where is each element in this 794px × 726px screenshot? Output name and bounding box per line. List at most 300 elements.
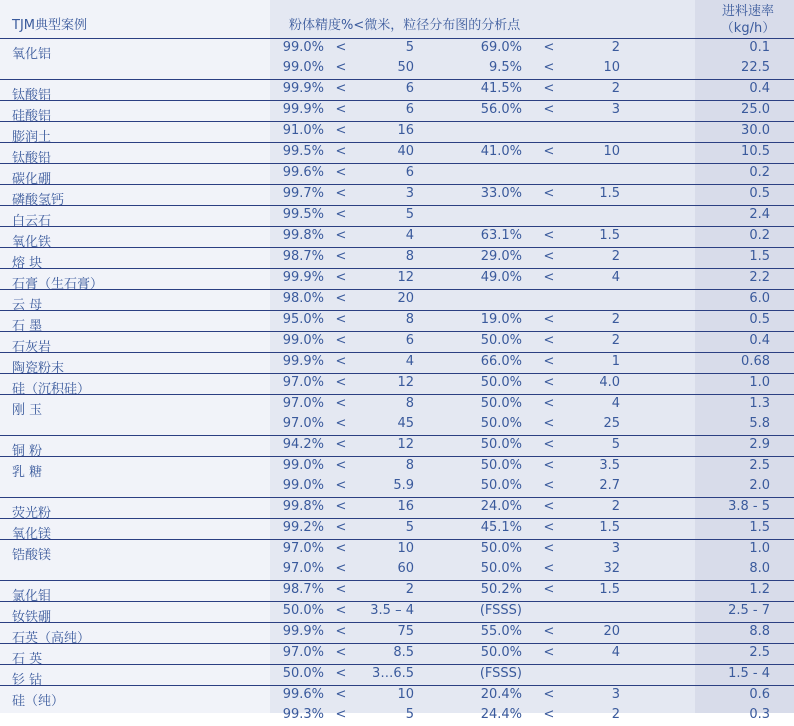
table-row-line — [0, 519, 794, 542]
table-row-line — [0, 581, 794, 604]
cell-rate: 2.5 - 7 — [728, 603, 770, 618]
cell-val2: 1.5 — [599, 228, 620, 243]
cell-op1: < — [335, 396, 347, 411]
material-name: 钕铁硼 — [12, 610, 52, 625]
cell-op2: < — [543, 645, 555, 660]
material-name: 硅（纯） — [12, 694, 65, 709]
cell-pct1: 99.5% — [282, 207, 324, 222]
cell-rate: 8.0 — [749, 561, 770, 576]
cell-op1: < — [335, 270, 347, 285]
cell-rate: 0.3 — [749, 707, 770, 722]
cell-pct2: 63.1% — [480, 228, 522, 243]
cell-pct1: 99.8% — [282, 499, 324, 514]
table-row-line — [0, 248, 794, 271]
cell-op1: < — [335, 541, 347, 556]
table-row-line — [0, 457, 794, 480]
cell-pct1: 99.6% — [282, 165, 324, 180]
cell-pct2: 50.2% — [480, 582, 522, 597]
table-row-line — [0, 164, 794, 187]
cell-pct2: 56.0% — [480, 102, 522, 117]
material-name: 石膏（生石膏） — [12, 277, 104, 292]
table-row-line — [0, 101, 794, 124]
table-row — [0, 373, 794, 397]
cell-op1: < — [335, 499, 347, 514]
material-name: 白云石 — [12, 214, 52, 229]
table-row-line — [0, 395, 794, 418]
cell-pct2: 41.5% — [480, 81, 522, 96]
cell-op1: < — [335, 123, 347, 138]
cell-val2: 4 — [611, 645, 620, 660]
cell-val2: 5 — [611, 437, 620, 452]
cell-val2: 4 — [611, 270, 620, 285]
cell-pct2: 29.0% — [480, 249, 522, 264]
cell-val2: 10 — [603, 144, 620, 159]
table-row — [0, 205, 794, 229]
table-row-line — [0, 415, 794, 435]
table-row — [0, 435, 794, 459]
cell-val1: 12 — [397, 375, 414, 390]
cell-op1: < — [335, 707, 347, 722]
cell-val2: 2.7 — [599, 478, 620, 493]
cell-pct1: 98.0% — [282, 291, 324, 306]
cell-rate: 3.8 - 5 — [728, 499, 770, 514]
cell-op2: < — [543, 354, 555, 369]
cell-pct2: 66.0% — [480, 354, 522, 369]
cell-op1: < — [335, 102, 347, 117]
table-row-line — [0, 80, 794, 103]
cell-op2: < — [543, 333, 555, 348]
cell-pct2: 41.0% — [480, 144, 522, 159]
cell-op2: < — [543, 541, 555, 556]
cell-pct1: 99.0% — [282, 478, 324, 493]
table-row-line — [0, 665, 794, 688]
cell-pct1: 97.0% — [282, 541, 324, 556]
cell-rate: 10.5 — [741, 144, 770, 159]
cell-op1: < — [335, 478, 347, 493]
cell-op1: < — [335, 207, 347, 222]
cell-val2: 2 — [611, 312, 620, 327]
cell-pct1: 99.5% — [282, 144, 324, 159]
table-row — [0, 518, 794, 542]
cell-pct2: 20.4% — [480, 687, 522, 702]
cell-op2: < — [543, 520, 555, 535]
cell-op1: < — [335, 666, 347, 681]
cell-op1: < — [335, 291, 347, 306]
cell-val1: 8 — [405, 312, 414, 327]
cell-rate: 0.1 — [749, 40, 770, 55]
table-row-line — [0, 623, 794, 646]
cell-pct2: 55.0% — [480, 624, 522, 639]
cell-rate: 1.5 - 4 — [728, 666, 770, 681]
cell-op1: < — [335, 81, 347, 96]
cell-val1: 8 — [405, 396, 414, 411]
cell-pct1: 99.0% — [282, 458, 324, 473]
cell-pct1: 99.3% — [282, 707, 324, 722]
cell-val1: 10 — [397, 541, 414, 556]
cell-op2: < — [543, 707, 555, 722]
table-row — [0, 622, 794, 646]
cell-op1: < — [335, 416, 347, 431]
table-row — [0, 184, 794, 208]
cell-pct1: 99.7% — [282, 186, 324, 201]
cell-pct1: 99.6% — [282, 687, 324, 702]
cell-op2: < — [543, 186, 555, 201]
cell-rate: 25.0 — [741, 102, 770, 117]
table-row — [0, 163, 794, 187]
cell-pct2: 50.0% — [480, 416, 522, 431]
cell-val1: 16 — [397, 499, 414, 514]
table-row — [0, 497, 794, 521]
table-row — [0, 226, 794, 250]
table-row-line — [0, 59, 794, 79]
cell-val1: 6 — [405, 165, 414, 180]
cell-val1: 6 — [405, 333, 414, 348]
cell-op2: < — [543, 81, 555, 96]
material-name: 氧化铝 — [12, 47, 52, 62]
cell-val1: 3.5 – 4 — [370, 603, 414, 618]
table-row — [0, 142, 794, 166]
cell-rate: 1.0 — [749, 375, 770, 390]
material-name: 碳化硼 — [12, 172, 52, 187]
cell-val2: 10 — [603, 60, 620, 75]
cell-val1: 6 — [405, 102, 414, 117]
cell-rate: 2.5 — [749, 458, 770, 473]
cell-val1: 5 — [405, 707, 414, 722]
table-row-line — [0, 227, 794, 250]
cell-op2: < — [543, 561, 555, 576]
table-row — [0, 685, 794, 726]
cell-rate: 1.0 — [749, 541, 770, 556]
cell-pct2: (FSSS) — [479, 603, 522, 618]
cell-rate: 1.5 — [749, 249, 770, 264]
cell-val1: 8 — [405, 458, 414, 473]
cell-rate: 0.4 — [749, 333, 770, 348]
table-row — [0, 456, 794, 497]
cell-pct2: 69.0% — [480, 40, 522, 55]
table-row — [0, 394, 794, 435]
cell-op2: < — [543, 499, 555, 514]
cell-val1: 3…6.5 — [372, 666, 414, 681]
cell-op2: < — [543, 102, 555, 117]
cell-val1: 2 — [405, 582, 414, 597]
cell-op2: < — [543, 144, 555, 159]
cell-op2: < — [543, 687, 555, 702]
table-row — [0, 121, 794, 145]
cell-pct1: 97.0% — [282, 396, 324, 411]
table-row — [0, 539, 794, 580]
material-name: 铜 粉 — [12, 444, 43, 459]
cell-op2: < — [543, 458, 555, 473]
cell-val1: 16 — [397, 123, 414, 138]
header-rate — [716, 3, 780, 37]
cell-op1: < — [335, 437, 347, 452]
material-name: 膨润土 — [12, 130, 52, 145]
material-name: 钐 钴 — [12, 673, 43, 688]
table-row-line — [0, 436, 794, 459]
cell-pct2: 49.0% — [480, 270, 522, 285]
header-rate-line1: 进料速率 — [721, 4, 774, 19]
cell-rate: 0.5 — [749, 186, 770, 201]
table-row-line — [0, 332, 794, 355]
table-row-line — [0, 143, 794, 166]
table-row-line — [0, 498, 794, 521]
cell-rate: 5.8 — [749, 416, 770, 431]
cell-op1: < — [335, 40, 347, 55]
cell-val1: 5 — [405, 207, 414, 222]
table-row-line — [0, 185, 794, 208]
material-name: 熔 块 — [12, 256, 43, 271]
cell-pct2: 50.0% — [480, 645, 522, 660]
material-name: 乳 糖 — [12, 465, 43, 480]
cell-pct2: 50.0% — [480, 458, 522, 473]
cell-op2: < — [543, 478, 555, 493]
cell-pct1: 99.9% — [282, 354, 324, 369]
cell-pct1: 94.2% — [282, 437, 324, 452]
cell-pct1: 99.0% — [282, 60, 324, 75]
cell-op1: < — [335, 228, 347, 243]
material-name: 钛酸铝 — [12, 88, 52, 103]
table-row — [0, 643, 794, 667]
cell-op1: < — [335, 375, 347, 390]
cell-rate: 2.5 — [749, 645, 770, 660]
cell-rate: 1.3 — [749, 396, 770, 411]
cell-op2: < — [543, 270, 555, 285]
table-row-line — [0, 311, 794, 334]
cell-op2: < — [543, 375, 555, 390]
cell-val1: 20 — [397, 291, 414, 306]
cell-op2: < — [543, 582, 555, 597]
cell-pct2: (FSSS) — [479, 666, 522, 681]
cell-val2: 20 — [603, 624, 620, 639]
cell-op1: < — [335, 186, 347, 201]
cell-val2: 1.5 — [599, 186, 620, 201]
table-row-line — [0, 290, 794, 313]
cell-pct1: 98.7% — [282, 249, 324, 264]
cell-pct2: 50.0% — [480, 437, 522, 452]
material-name: 氧化铁 — [12, 235, 52, 250]
cell-val1: 50 — [397, 60, 414, 75]
cell-pct2: 50.0% — [480, 375, 522, 390]
table-row — [0, 664, 794, 688]
header-rate-line2: （kg/h） — [720, 21, 776, 36]
cell-val2: 3 — [611, 102, 620, 117]
table-row — [0, 247, 794, 271]
table-row-line — [0, 206, 794, 229]
cell-rate: 1.5 — [749, 520, 770, 535]
table-row-line — [0, 269, 794, 292]
cell-op1: < — [335, 249, 347, 264]
table-body — [0, 38, 794, 726]
cell-val2: 3.5 — [599, 458, 620, 473]
table-row-line — [0, 39, 794, 62]
header-name: TJM典型案例 — [12, 18, 87, 33]
cell-val2: 2 — [611, 499, 620, 514]
cell-rate: 1.2 — [749, 582, 770, 597]
cell-rate: 0.5 — [749, 312, 770, 327]
cell-op1: < — [335, 603, 347, 618]
cell-val2: 2 — [611, 81, 620, 96]
material-name: 云 母 — [12, 298, 43, 313]
cell-op1: < — [335, 354, 347, 369]
cell-pct1: 97.0% — [282, 561, 324, 576]
table-row-line — [0, 353, 794, 376]
cell-op1: < — [335, 312, 347, 327]
cell-op1: < — [335, 561, 347, 576]
table-row-line — [0, 686, 794, 709]
table-row — [0, 310, 794, 334]
cell-op1: < — [335, 624, 347, 639]
cell-val1: 5 — [405, 520, 414, 535]
material-name: 氯化钼 — [12, 589, 52, 604]
cell-pct2: 50.0% — [480, 478, 522, 493]
cell-pct1: 97.0% — [282, 375, 324, 390]
cell-op1: < — [335, 582, 347, 597]
cell-pct1: 99.9% — [282, 102, 324, 117]
table-row — [0, 352, 794, 376]
cell-val2: 1 — [611, 354, 620, 369]
material-name: 硅酸铝 — [12, 109, 52, 124]
cell-val1: 75 — [397, 624, 414, 639]
table-row-line — [0, 122, 794, 145]
table-row-line — [0, 706, 794, 726]
cell-pct1: 99.9% — [282, 270, 324, 285]
cell-rate: 0.2 — [749, 165, 770, 180]
material-name: 磷酸氢钙 — [12, 193, 65, 208]
table-row — [0, 100, 794, 124]
material-name: 石英（高纯） — [12, 631, 91, 646]
cell-val2: 4 — [611, 396, 620, 411]
table-row — [0, 79, 794, 103]
cell-op2: < — [543, 624, 555, 639]
cell-pct1: 99.2% — [282, 520, 324, 535]
header-precision: 粉体精度%<微米，粒径分布图的分析点 — [289, 18, 521, 33]
cell-val1: 6 — [405, 81, 414, 96]
cell-op2: < — [543, 249, 555, 264]
cell-val2: 1.5 — [599, 582, 620, 597]
cell-op2: < — [543, 396, 555, 411]
table-row — [0, 580, 794, 604]
cell-rate: 6.0 — [749, 291, 770, 306]
material-name: 荧光粉 — [12, 506, 52, 521]
cell-pct2: 33.0% — [480, 186, 522, 201]
material-name: 钛酸铅 — [12, 151, 52, 166]
cell-pct2: 45.1% — [480, 520, 522, 535]
material-name: 石灰岩 — [12, 340, 52, 355]
cell-op2: < — [543, 437, 555, 452]
cell-pct2: 50.0% — [480, 561, 522, 576]
cell-rate: 0.6 — [749, 687, 770, 702]
cell-rate: 0.2 — [749, 228, 770, 243]
cell-val1: 40 — [397, 144, 414, 159]
cell-rate: 2.2 — [749, 270, 770, 285]
material-name: 锆酸镁 — [12, 548, 52, 563]
material-name: 石 英 — [12, 652, 43, 667]
cell-val1: 8.5 — [393, 645, 414, 660]
cell-pct1: 50.0% — [282, 603, 324, 618]
cell-val1: 45 — [397, 416, 414, 431]
cell-rate: 22.5 — [741, 60, 770, 75]
table-row-line — [0, 560, 794, 580]
cell-pct1: 99.8% — [282, 228, 324, 243]
cell-pct2: 24.0% — [480, 499, 522, 514]
cell-op1: < — [335, 520, 347, 535]
table-row — [0, 38, 794, 79]
table-row-line — [0, 644, 794, 667]
cell-pct1: 97.0% — [282, 416, 324, 431]
cell-pct2: 50.0% — [480, 541, 522, 556]
cell-pct1: 95.0% — [282, 312, 324, 327]
cell-val1: 5.9 — [393, 478, 414, 493]
table-row — [0, 289, 794, 313]
cell-rate: 0.68 — [741, 354, 770, 369]
cell-val1: 5 — [405, 40, 414, 55]
cell-rate: 8.8 — [749, 624, 770, 639]
cell-val2: 32 — [603, 561, 620, 576]
table-row — [0, 331, 794, 355]
cell-pct1: 99.0% — [282, 40, 324, 55]
material-name: 石 墨 — [12, 319, 43, 334]
cell-pct1: 97.0% — [282, 645, 324, 660]
cell-rate: 2.4 — [749, 207, 770, 222]
cell-pct2: 24.4% — [480, 707, 522, 722]
cell-op2: < — [543, 312, 555, 327]
cell-val2: 2 — [611, 40, 620, 55]
cell-pct1: 91.0% — [282, 123, 324, 138]
cell-val1: 12 — [397, 270, 414, 285]
cell-val2: 1.5 — [599, 520, 620, 535]
material-name: 陶瓷粉末 — [12, 361, 65, 376]
cell-pct1: 99.9% — [282, 81, 324, 96]
cell-val1: 4 — [405, 354, 414, 369]
table-row-line — [0, 477, 794, 497]
cell-op2: < — [543, 228, 555, 243]
table-row — [0, 601, 794, 625]
cell-val1: 12 — [397, 437, 414, 452]
cell-val1: 3 — [405, 186, 414, 201]
cell-op1: < — [335, 144, 347, 159]
cell-val2: 25 — [603, 416, 620, 431]
cell-rate: 0.4 — [749, 81, 770, 96]
material-name: 氧化镁 — [12, 527, 52, 542]
cell-op2: < — [543, 416, 555, 431]
cell-rate: 2.9 — [749, 437, 770, 452]
cell-pct1: 98.7% — [282, 582, 324, 597]
cell-val2: 3 — [611, 541, 620, 556]
table-row-line — [0, 374, 794, 397]
cell-pct2: 50.0% — [480, 333, 522, 348]
table-row-line — [0, 602, 794, 625]
material-name: 刚 玉 — [12, 403, 43, 418]
cell-op2: < — [543, 60, 555, 75]
table-row-line — [0, 540, 794, 563]
cell-val1: 8 — [405, 249, 414, 264]
cell-pct2: 9.5% — [488, 60, 522, 75]
cell-op1: < — [335, 458, 347, 473]
cell-val2: 2 — [611, 707, 620, 722]
cell-val1: 60 — [397, 561, 414, 576]
cell-op1: < — [335, 645, 347, 660]
cell-pct1: 99.0% — [282, 333, 324, 348]
cell-val2: 2 — [611, 249, 620, 264]
table-row — [0, 268, 794, 292]
cell-pct2: 50.0% — [480, 396, 522, 411]
cell-op1: < — [335, 333, 347, 348]
cell-val1: 10 — [397, 687, 414, 702]
cell-pct1: 99.9% — [282, 624, 324, 639]
cell-rate: 30.0 — [741, 123, 770, 138]
cell-rate: 2.0 — [749, 478, 770, 493]
cell-val1: 4 — [405, 228, 414, 243]
